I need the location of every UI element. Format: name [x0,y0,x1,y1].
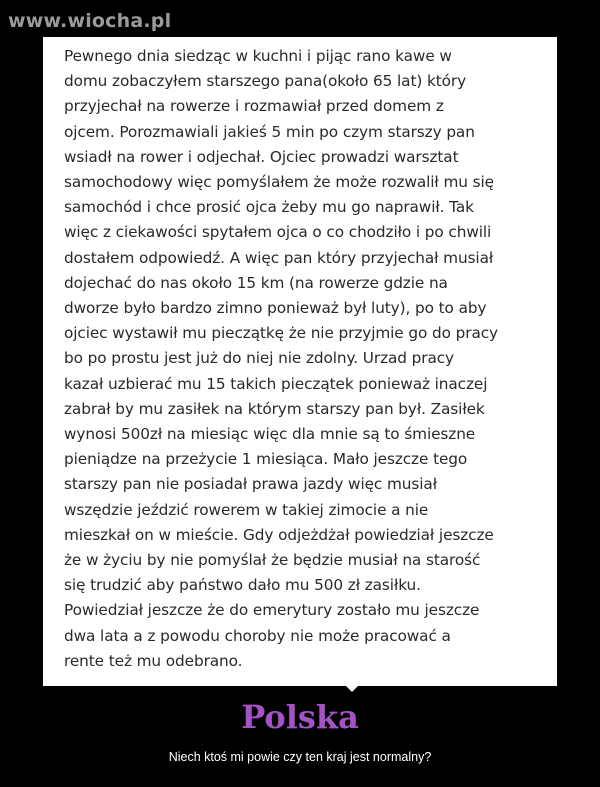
story-line: kazał uzbierać mu 15 takich pieczątek ponieważ inaczej [64,374,488,393]
site-watermark: www.wiocha.pl [8,10,172,32]
story-line: dojechać do nas około 15 km (na rowerze gdzie na [64,273,448,292]
story-line: Powiedział jeszcze że do emerytury zostało mu jeszcze [64,601,480,620]
story-line: wsiadł na rower i odjechał. Ojciec prowadzi warsztat [64,147,459,166]
story-line: rente też mu odebrano. [64,651,243,670]
story-line: wszędzie jeździć rowerem w takiej zimocie a nie [64,500,429,519]
story-line: mieszkał on w mieście. Gdy odjeżdżał powiedział jeszcze [64,525,494,544]
story-line: się trudzić aby państwo dało mu 500 zł zasiłku. [64,576,421,595]
story-line: dostałem odpowiedź. A więc pan który przyjechał musiał [64,248,494,267]
story-line: zabrał by mu zasiłek na którym starszy pan był. Zasiłek [64,399,485,418]
story-line: samochód i chce prosić ojca żeby mu go naprawił. Tak [64,198,474,217]
story-line: samochodowy więc pomyślałem że może rozwalił mu się [64,173,494,192]
story-line: że w życiu by nie pomyślał że będzie musiał na starość [64,551,481,570]
story-line: Pewnego dnia siedząc w kuchni i pijąc rano kawe w [64,47,452,65]
story-line: starszy pan nie posiadał prawa jazdy więc musiał [64,475,437,494]
story-line: dworze było bardzo zimno ponieważ był luty), po to aby [64,299,487,318]
story-line: dwa lata a z powodu choroby nie może pracować a [64,626,451,645]
story-text [64,44,554,674]
story-line: ojciec wystawił mu pieczątkę że nie przyjmie go do pracy [64,324,498,343]
panel-notch [346,686,358,692]
poster-subtitle: Niech ktoś mi powie czy ten kraj jest normalny? [168,750,432,764]
story-line: ojcem. Porozmawiali jakieś 5 min po czym starszy pan [64,122,475,141]
story-line: domu zobaczyłem starszego pana(około 65 lat) który [64,72,467,91]
story-line: wynosi 500zł na miesiąc więc dla mnie są to śmieszne [64,425,476,444]
story-line: więc z ciekawości spytałem ojca o co chodziło i po chwili [64,223,492,242]
story-line: bo po prostu jest już do niej nie zdolny. Urzad pracy [64,349,454,368]
story-line: przyjechał na rowerze i rozmawiał przed domem z [64,97,444,116]
poster-title: Polska [241,698,359,736]
story-line: pieniądze na przeżycie 1 miesiąca. Mało jeszcze tego [64,450,468,469]
